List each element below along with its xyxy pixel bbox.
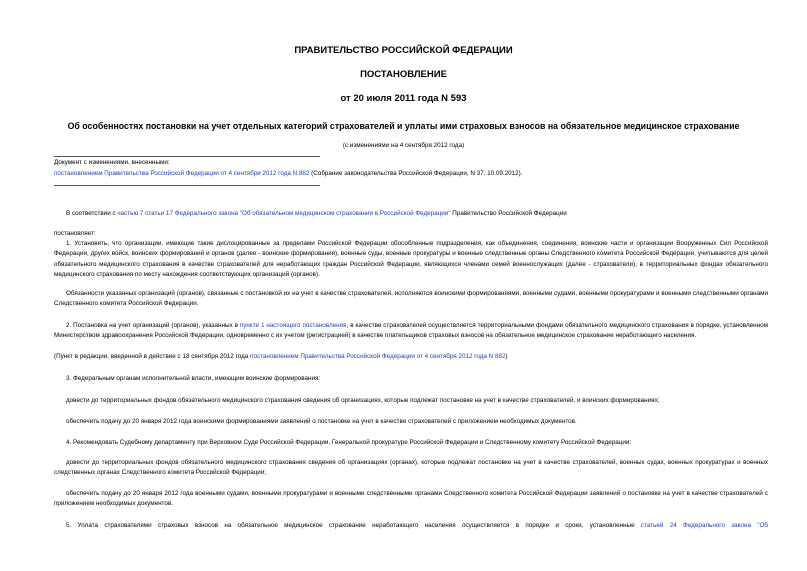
paragraph-3-item-b: обеспечить подачу до 20 января 2012 года воинскими формированиями заявлений о постановке на учет в качестве страхователей с приложением необходимых документов. xyxy=(66,418,577,425)
government-heading: ПРАВИТЕЛЬСТВО РОССИЙСКОЙ ФЕДЕРАЦИИ xyxy=(294,45,513,56)
paragraph-3-item-a: довести до территориальных фондов обязательного медицинского страхования сведения об организациях, которые подлежат постановке на учет в качестве страхователей, и воинских формированиях; xyxy=(66,397,660,404)
amend-box-source: (Собрание законодательства Российской Федерации, N 37, 10.09.2012). xyxy=(309,170,523,177)
preamble-text-before: В соответствии с xyxy=(66,210,118,217)
revision-note: (с изменениями на 4 сентября 2012 года) xyxy=(342,142,465,149)
paragraph-3: 3. Федеральным органам исполнительной власти, имеющим воинские формирования: xyxy=(66,375,321,382)
paragraph-2 xyxy=(54,321,768,342)
paragraph-5 xyxy=(54,521,768,532)
paragraph-1-reference-link[interactable]: пункте 1 настоящего постановления xyxy=(239,322,347,329)
amend-box-top-rule xyxy=(54,156,320,157)
paragraph-2-text-after: , в качестве страхователей осуществляется территориальными фондами обязательного медицинского страхования в порядке, установленном Министерством здравоохранения Российской Федерации, одновременно с их учетом (регистрацией) в качестве плательщиков страховых взносов на обязательное медицинское страхование неработающего населения. xyxy=(54,322,768,340)
paragraph-4-item-b: обеспечить подачу до 20 января 2012 года военными судами, военными прокуратурами и военными следственными органами Следственного комитета Российской Федерации заявлений о постановке на учет в качестве страхователей с приложением необходимых документов. xyxy=(54,490,768,508)
paragraph-2-note xyxy=(54,353,508,361)
paragraph-4: 4. Рекомендовать Судебному департаменту при Верховном Суде Российской Федерации, Генеральной прокуратуре Российской Федерации и Следственному комитету Российской Федерации: xyxy=(66,439,632,446)
paragraph-2-amendment-link[interactable]: постановлением Правительства Российской Федерации от 4 сентября 2012 года N 882 xyxy=(250,353,506,360)
amend-box-reference xyxy=(54,170,523,178)
federal-law-article-link[interactable]: частью 7 статьи 17 Федерального закона "Об обязательном медицинском страховании в Российской Федерации" xyxy=(117,210,451,217)
paragraph-2-note-after: ) xyxy=(505,353,508,360)
date-number-heading: от 20 июля 2011 года N 593 xyxy=(340,93,467,104)
document-title: Об особенностях постановки на учет отдельных категорий страхователей и уплаты ими страховых взносов на обязательное медицинское страхование xyxy=(67,121,740,131)
paragraph-1: 1. Установить, что организации, имеющие такие дислоцированные за пределами Российской Федерации обособленные подразделения, как объединения, соединения, воинские части и организации Вооруженных Сил Российской Федерации, других войск, воинских формирований и органов (далее - воинские формирования), военные суды, военные прокуратуры и военные следственные органы Следственного комитета Российской Федерации, учитываются для целей обязательного медицинского страхования в качестве страхователей для неработающих граждан Российской Федерации, являющихся членами семей военнослужащих (далее - страхователи), в территориальных фондах обязательного медицинского страхования по месту нахождения соответствующих организаций (органов). xyxy=(54,240,768,279)
preamble-text-after: Правительство Российской Федерации xyxy=(450,210,567,217)
amend-box-bottom-rule xyxy=(54,185,320,186)
paragraph-1-obligations: Обязанности указанных организаций (органов), связанные с постановкой их на учет в качестве страхователей, исполняются воинскими формированиями, военными судами, военными прокуратурами и военными следственными органами Следственного комитета Российской Федерации. xyxy=(54,290,768,308)
paragraph-4-item-a: довести до территориальных фондов обязательного медицинского страхования сведения об организациях (органах), которые подлежат постановке на учет в качестве страхователей, военных судах, военных прокуратурах и военных следственных органах Следственного комитета Российской Федерации; xyxy=(54,459,768,477)
federal-law-article-24-link[interactable]: статьей 24 Федерального закона "Об xyxy=(640,522,768,529)
paragraph-5-text-before: 5. Уплата страхователями страховых взносов на обязательное медицинское страхование неработающего населения осуществляется в порядке и сроки, установленные xyxy=(66,522,641,529)
amend-box-intro: Документ с изменениями, внесенными: xyxy=(54,159,170,166)
resolves-text: постановляет: xyxy=(54,230,96,237)
preamble xyxy=(66,210,567,218)
document-type-heading: ПОСТАНОВЛЕНИЕ xyxy=(360,69,447,80)
paragraph-2-note-before: (Пункт в редакции, введенной в действие с 18 сентября 2012 года xyxy=(54,353,251,360)
paragraph-2-text-before: 2. Постановка на учет организаций (органов), указанных в xyxy=(66,322,240,329)
amending-resolution-link[interactable]: постановлением Правительства Российской Федерации от 4 сентября 2012 года N 882 xyxy=(54,170,310,177)
